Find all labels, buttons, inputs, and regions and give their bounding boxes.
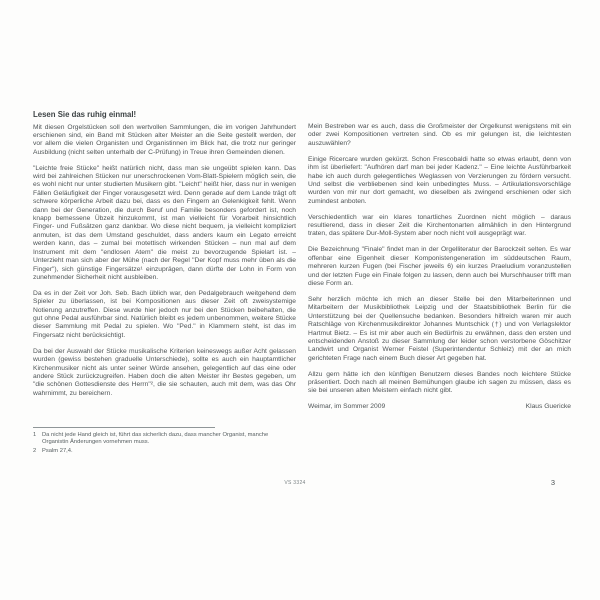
right-column [308,123,571,412]
author-name: Klaus Guericke [525,403,571,411]
signoff-row [308,403,571,411]
page-title: Lesen Sie das ruhig einmal! [33,110,137,119]
left-column [33,110,296,406]
left-paragraph-3: Da es in der Zeit vor Joh. Seb. Bach üblich war, den Pedalgebrauch weitgehend dem Spieler zu überlassen, ist bei Kompositionen aus dieser Zeit oft zweisystemige Notierung anzutreffen. Diese wurde hier jedoch nur bei den Stücken beibehalten, die gut ohne Pedal ausführbar sind. Natürlich bleibt es jedem unbenommen, weitere Stücke dieser Sammlung mit Pedal zu spielen. Wo "Ped." in Klammern steht, ist das im Fingersatz nicht berücksichtigt. [33,289,296,339]
place-date: Weimar, im Sommer 2009 [308,403,386,411]
footnotes-block [33,427,296,457]
right-paragraph-1: Mein Bestreben war es auch, dass die Großmeister der Orgelkunst wenigstens mit ein oder zwei Kompositionen vertreten sind. Ob es mir gelungen ist, die leichtesten auszuwählen? [308,123,571,147]
footnote-text: Da nicht jede Hand gleich ist, führt das sicherlich dazu, dass mancher Organist, manche Organistin Änderungen vornehmen muss. [42,432,269,446]
footnote-2 [33,448,296,455]
right-paragraph-6: Allzu gern hätte ich den künftigen Benutzern dieses Bandes noch leichtere Stücke präsentiert. Doch nach all meinen Bemühungen glaube ich sagen zu müssen, dass es sie bei unseren alten Meistern einfach nicht gibt. [308,370,571,395]
right-paragraph-5: Sehr herzlich möchte ich mich an dieser Stelle bei den Mitarbeiterinnen und Mitarbeitern der Musikbibliothek Leipzig und der Staatsbibliothek Berlin für die Unterstützung bei der Quellensuche bedanken. Besonders hilfreich waren mir auch Ratschläge von Kirchenmusikdirektor Johannes Muntschick (†) und von Verlagslektor Hartmut Bietz. – Es ist mir aber auch ein Bedürfnis zu erwähnen, dass den ersten und entscheidenden Anstoß zu dieser Sammlung der leider schon verstorbene Göschitzer Landwirt und Organist Werner Feistel (Superintendentur Schleiz) mit der an mich gerichteten Frage nach einem Buch dieser Art gegeben hat. [308,295,571,362]
left-paragraph-2: "Leichte freie Stücke" heißt natürlich nicht, dass man sie ungeübt spielen kann. Das wird bei zahlreichen Stücken nur unerschrockenen Vom-Blatt-Spielern möglich sein, die es wohl nicht nur unter studierten Musikern gibt. "Leicht" heißt hier, dass nur in wenigen Fällen Geläufigkeit der Finger vorausgesetzt wird. Denn gerade auf dem Lande trägt oft schwere körperliche Arbeit dazu bei, dass es den Fingern an Gelenkigkeit fehlt. Wenn dann bei der Generation, die durch Beruf und Familie besonders gefordert ist, noch knapp bemessene Übzeit hinzukommt, ist man vielleicht für Vorarbeit hinsichtlich Finger- und Fußsätzen ganz dankbar. Wo diese nicht bequem, ja vielleicht kompliziert anmuten, ist das dem Umstand geschuldet, dass anders kaum ein Legato erreicht werden kann, das – zumal bei motettisch wirkenden Stücken – nun mal auf dem Instrument mit dem "endlosen Atem" die meist zu bevorzugende Spielart ist. – Unterzieht man sich aber der Mühe (nach der Regel "Der Kopf muss mehr üben als die Finger"), sich günstige Fingersätze¹ einzuprägen, dann dürfte der Lohn in Form von zunehmender Sicherheit nicht ausbleiben. [33,164,296,281]
left-paragraph-1: Mit diesen Orgelstücken soll den wertvollen Sammlungen, die im vorigen Jahrhundert erschienen sind, ein Band mit Stücken alter Meister an die Seite gestellt werden, der vor allem die vielen Organisten und Organistinnen im Blick hat, die trotz nur geringer Ausbildung (nicht selten unterhalb der C-Prüfung) in Treue ihren Gemeinden dienen. [33,123,296,156]
page-number: 3 [550,478,555,487]
footnote-number: 1 [33,432,37,438]
footnote-1 [33,432,296,447]
right-paragraph-3: Verschiedentlich war ein klares tonartliches Zuordnen nicht möglich – daraus resultierend, dass in dieser Zeit die Kirchentonarten allmählich in den Hintergrund traten, das spätere Dur-Moll-System aber noch nicht voll ausgeprägt war. [308,213,571,238]
left-paragraph-4: Da bei der Auswahl der Stücke musikalische Kriterien keineswegs außer Acht gelassen wurden (gewiss bestehen graduelle Unterschiede), sollte es auch ein hauptamtlicher Kirchenmusiker nicht als unter seiner Würde ansehen, gelegentlich auf das eine oder andere Stück zurückzugreifen. Haben doch die alten Meister ihr Bestes gegeben, um "die schönen Gottesdienste des Herrn"², die sie schauten, auch mit dem, was das Ohr wahrnimmt, zu bereichern. [33,347,296,397]
right-paragraph-4: Die Bezeichnung "Finale" findet man in der Orgelliteratur der Barockzeit selten. Es war offenbar eine Eigenheit dieser Komponistengeneration im süddeutschen Raum, mehreren kurzen Fugen (bei Fischer jeweils 6) ein kurzes Praeludium voranzustellen und der letzten Fuge ein Finale folgen zu lassen, denn auch bei Murschhauser trifft man diese Form an. [308,246,571,287]
footnote-divider [33,427,215,428]
right-paragraph-2: Einige Ricercare wurden gekürzt. Schon Frescobaldi hatte so etwas erlaubt, denn von ihm ist überliefert: "Aufhören darf man bei jeder Kadenz." – Eine leichte Ausführbarkeit habe ich auch durch gelegentliches Weglassen von Verzierungen zu fördern versucht. Und selbst die verbliebenen sind kein unbedingtes Muss. – Artikulationsvorschläge wurden von mir nur dort gemacht, wo dieselben als zwingend erschienen oder sich zumindest anboten. [308,155,571,205]
plate-number: VS 3324 [284,480,306,486]
footnote-number: 2 [33,448,37,455]
footnote-text: Psalm 27,4. [42,448,73,455]
